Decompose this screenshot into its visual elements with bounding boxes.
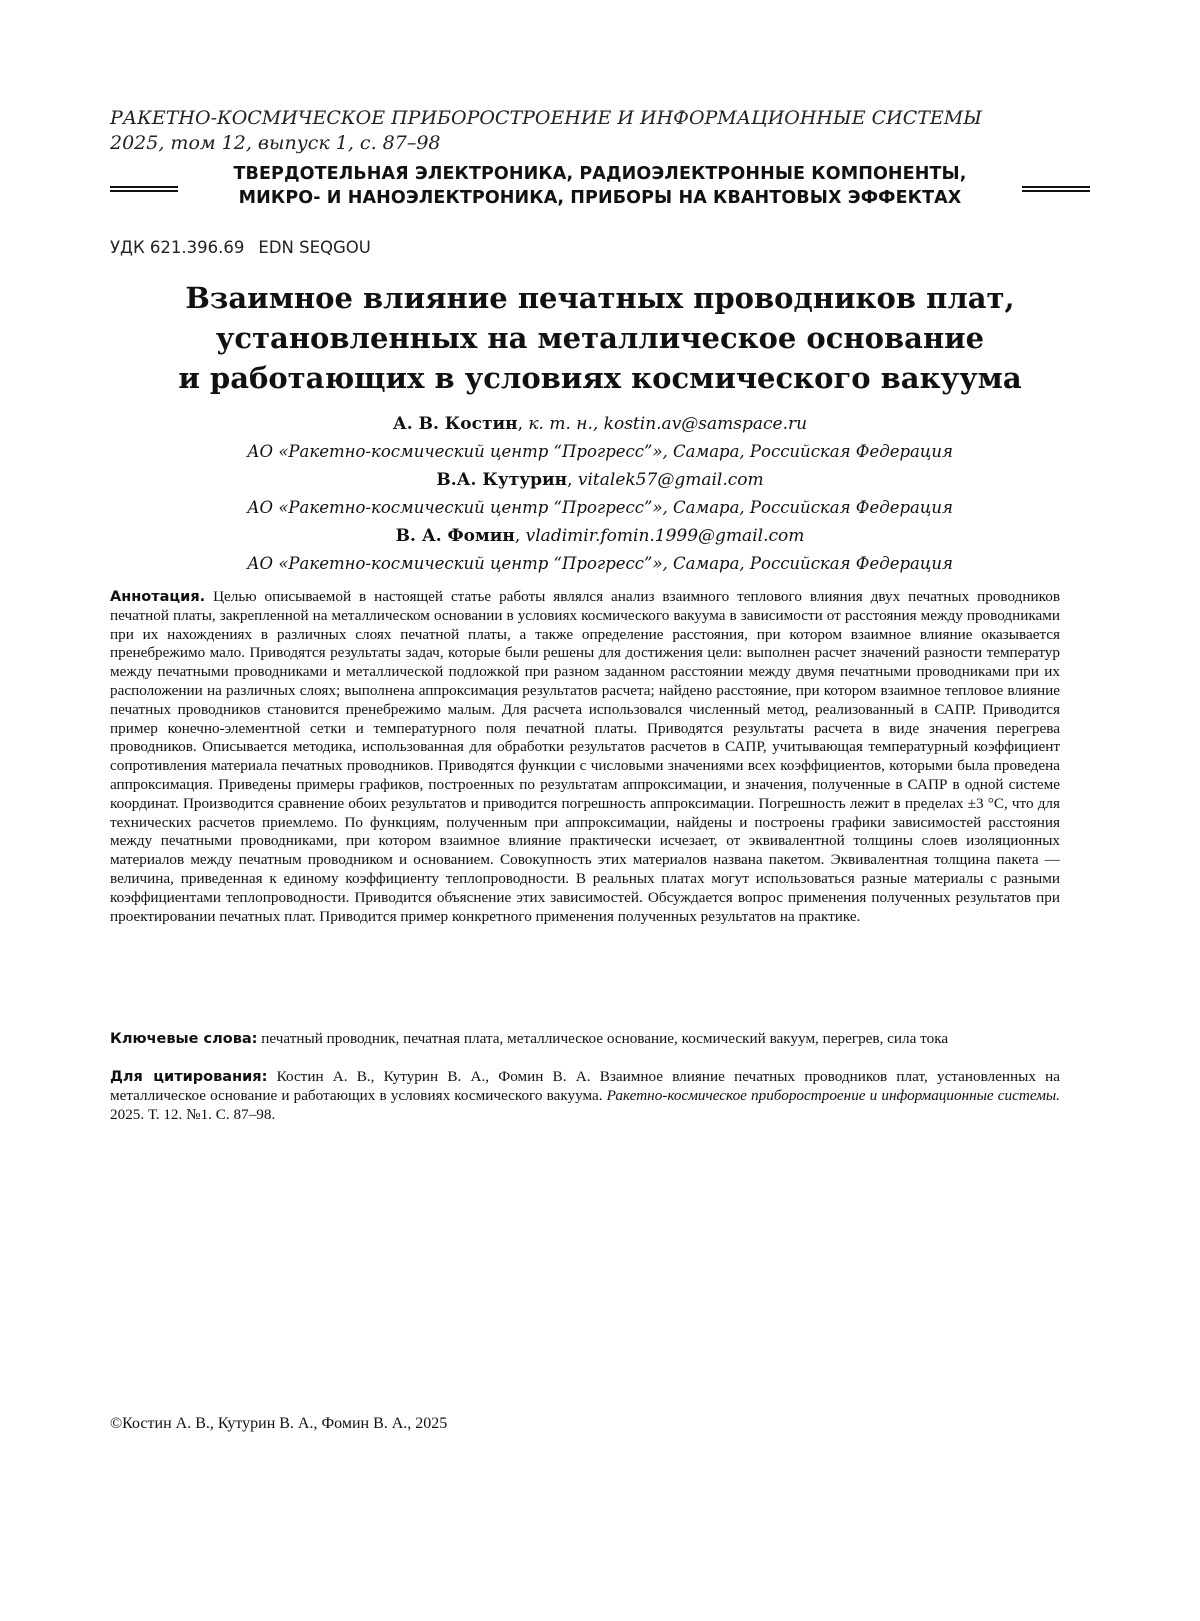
author-name: В. А. Фомин — [395, 526, 515, 546]
author-3: В. А. Фомин, vladimir.fomin.1999@gmail.com — [395, 526, 805, 546]
section-rubric — [110, 162, 1090, 212]
citation — [110, 1068, 1060, 1124]
author-email[interactable]: vitalek57@gmail.com — [577, 470, 764, 490]
author-name: В.А. Кутурин — [436, 470, 568, 490]
author-1: А. В. Костин, к. т. н., kostin.av@samspace.ru — [392, 414, 808, 434]
rubric-line-1: ТВЕРДОТЕЛЬНАЯ ЭЛЕКТРОНИКА, РАДИОЭЛЕКТРОННЫЕ КОМПОНЕНТЫ, — [233, 164, 967, 184]
citation-text: Костин А. В., Кутурин В. А., Фомин В. А. Взаимное влияние печатных проводников плат, установленных на металлическое основание и работающих в условиях космического вакуума. — [110, 1068, 1061, 1104]
author-email[interactable]: kostin.av@samspace.ru — [603, 414, 808, 434]
copyright: ©Костин А. В., Кутурин В. А., Фомин В. А., 2025 — [110, 1415, 448, 1432]
article-title — [110, 278, 1090, 398]
citation-tail: 2025. Т. 12. №1. С. 87–98. — [110, 1105, 276, 1123]
journal-header — [110, 106, 1100, 156]
author-degree: к. т. н., — [528, 414, 604, 434]
title-line-2: установленных на металлическое основание — [215, 321, 985, 355]
abstract-text: Целью описываемой в настоящей статье работы являлся анализ взаимного теплового влияния двух печатных проводников печатной платы, закрепленной на металлическом основании в условиях космического вакуума в зависимости от расстояния между проводниками при их нахождениях в различных слоях печатной платы, а также определение расстояния, при котором взаимное влияние оказывается пренебрежимо мало. Приводятся результаты задач, которые были решены для достижения цели: выполнен расчет значений разности температур между печатными проводниками и металлической подложкой при разном заданном расстоянии между двумя печатными проводниками при их расположении на различных слоях; выполнена аппроксимация результатов расчета; найдено расстояние, при котором взаимное тепловое влияние печатных проводников становится пренебрежимо малым. Для расчета использовался численный метод, реализованный в САПР. Приводится пример конечно-элементной сетки и температурного поля печатной платы. Приводятся результаты расчета в виде значения перегрева проводников. Описывается методика, использованная для обработки результатов расчетов в САПР, учитывающая температурный коэффициент сопротивления материала печатных проводников. Приводятся функции с числовыми значениями всех коэффициентов, которыми была проведена аппроксимация. Приведены примеры графиков, построенных по результатам аппроксимации, и значения, полученные в САПР в одной системе координат. Производится сравнение обоих результатов и приводится погрешность аппроксимации. Погрешность лежит в пределах ±3 °C, что для технических расчетов приемлемо. По функциям, полученным при аппроксимации, найдены и построены графики зависимостей расстояния между печатными проводниками, при котором взаимное влияние практически исчезает, от эквивалентной толщины слоев изоляционных материалов между печатным проводником и основанием. Совокупность этих материалов названа пакетом. Эквивалентная толщина пакета — величина, приведенная к единому коэффициенту теплопроводности. В реальных платах могут использоваться разные материалы с разными коэффициентами теплопроводности. Приводится объяснение этих зависимостей. Обсуждается вопрос применения полученных результатов при проектировании печатных плат. Приводится пример конкретного применения полученных результатов на практике. — [110, 588, 1061, 925]
rubric-rule-left — [110, 186, 178, 192]
authors-block — [110, 410, 1090, 578]
author-2-affiliation: АО «Ракетно-космический центр “Прогресс”», Самара, Российская Федерация — [247, 498, 953, 517]
abstract-label: Аннотация. — [110, 589, 206, 605]
abstract — [110, 588, 1060, 926]
keywords-label: Ключевые слова: — [110, 1031, 258, 1047]
identifiers — [110, 238, 385, 257]
author-email[interactable]: vladimir.fomin.1999@gmail.com — [525, 526, 805, 546]
keywords — [110, 1030, 1060, 1049]
citation-label: Для цитирования: — [110, 1069, 268, 1085]
title-line-1: Взаимное влияние печатных проводников плат, — [185, 281, 1015, 315]
udc-code: УДК 621.396.69 — [110, 238, 245, 257]
title-line-3: и работающих в условиях космического вакуума — [178, 361, 1022, 395]
rubric-text — [184, 162, 1016, 210]
author-1-affiliation: АО «Ракетно-космический центр “Прогресс”», Самара, Российская Федерация — [247, 442, 953, 461]
journal-name: РАКЕТНО-КОСМИЧЕСКОЕ ПРИБОРОСТРОЕНИЕ И ИНФОРМАЦИОННЫЕ СИСТЕМЫ — [110, 107, 982, 129]
author-name: А. В. Костин — [392, 414, 518, 434]
author-3-affiliation: АО «Ракетно-космический центр “Прогресс”», Самара, Российская Федерация — [247, 554, 953, 573]
rubric-line-2: МИКРО- И НАНОЭЛЕКТРОНИКА, ПРИБОРЫ НА КВАНТОВЫХ ЭФФЕКТАХ — [238, 188, 962, 208]
keywords-text: печатный проводник, печатная плата, металлическое основание, космический вакуум, перегрев, сила тока — [261, 1030, 949, 1047]
author-2: В.А. Кутурин, vitalek57@gmail.com — [436, 470, 764, 490]
rubric-rule-right — [1022, 186, 1090, 192]
citation-journal: Ракетно-космическое приборостроение и информационные системы. — [606, 1086, 1060, 1104]
journal-issue: 2025, том 12, выпуск 1, с. 87–98 — [110, 132, 441, 154]
edn-code: EDN SEQGOU — [258, 238, 371, 257]
